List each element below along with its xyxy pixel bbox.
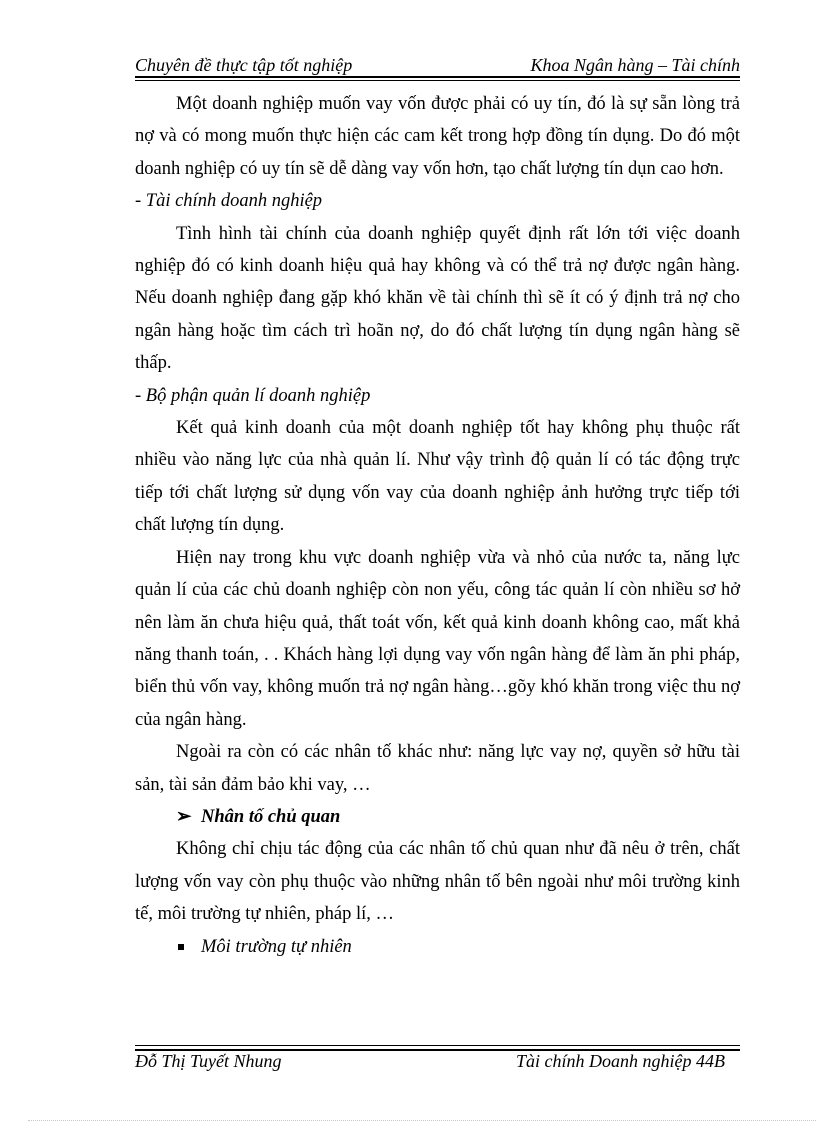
- arrow-bullet-icon: ➢: [176, 806, 192, 827]
- page-footer: [135, 1050, 725, 1072]
- header-right: Khoa Ngân hàng – Tài chính: [530, 55, 740, 75]
- paragraph-sme: Hiện nay trong khu vực doanh nghiệp vừa và nhỏ của nước ta, năng lực quản lí của các chủ doanh nghiệp còn non yếu, công tác quản lí còn nhiều sơ hở nên làm ăn chưa hiệu quả, thất toát vốn, kết quả kinh doanh không cao, mất khả năng thanh toán, . . Khách hàng lợi dụng vay vốn ngân hàng để làm ăn phi pháp, biển thủ vốn vay, không muốn trả nợ ngân hàng…gõy khó khăn trong việc thu nợ của ngân hàng.: [135, 547, 740, 730]
- subheading-management: - Bộ phận quản lí doanh nghiệp: [135, 385, 371, 406]
- subheading-finance: - Tài chính doanh nghiệp: [135, 191, 323, 212]
- square-bullet-icon: [178, 944, 184, 950]
- bullet-item: [135, 931, 740, 963]
- page-edge-divider: [28, 1120, 816, 1121]
- header-left: Chuyên đề thực tập tốt nghiệp: [135, 55, 353, 75]
- section-heading: [135, 801, 740, 833]
- paragraph-reputation: Một doanh nghiệp muốn vay vốn được phải có uy tín, đó là sự sẵn lòng trả nợ và có mong muốn thực hiện các cam kết trong hợp đồng tín dụng. Do đó một doanh nghiệp có uy tín sẽ dễ dàng vay vốn hơn, tạo chất lượng tín dụn cao hơn.: [135, 94, 740, 179]
- paragraph-finance: Tình hình tài chính của doanh nghiệp quyết định rất lớn tới việc doanh nghiệp đó có kinh doanh hiệu quả hay không và có thể trả nợ được ngân hàng. Nếu doanh nghiệp đang gặp khó khăn về tài chính thì sẽ ít có ý định trả nợ cho ngân hàng hoặc tìm cách trì hoãn nợ, do đó chất lượng tín dụng ngân hàng sẽ thấp.: [135, 223, 740, 374]
- footer-rule-thin: [135, 1045, 740, 1046]
- section-heading-text: Nhân tố chủ quan: [201, 806, 341, 827]
- header-rule-thick: [135, 76, 740, 78]
- paragraph-other-factors: Ngoài ra còn có các nhân tố khác như: năng lực vay nợ, quyền sở hữu tài sản, tài sản đảm bảo khi vay, …: [135, 742, 740, 795]
- footer-right: Tài chính Doanh nghiệp 44B: [516, 1051, 725, 1071]
- bullet-item-text: Môi trường tự nhiên: [201, 936, 352, 957]
- paragraph-external: Không chỉ chịu tác động của các nhân tố chủ quan như đã nêu ở trên, chất lượng vốn vay còn phụ thuộc vào những nhân tố bên ngoài như môi trường kinh tế, môi trường tự nhiên, pháp lí, …: [135, 839, 740, 925]
- paragraph-management: Kết quả kinh doanh của một doanh nghiệp tốt hay không phụ thuộc rất nhiều vào năng lực của nhà quản lí. Như vậy trình độ quản lí có tác động trực tiếp tới chất lượng sử dụng vốn vay của doanh nghiệp ảnh hưởng trực tiếp tới chất lượng tín dụng.: [135, 418, 740, 536]
- page-header: [135, 54, 740, 76]
- header-rule-thin: [135, 80, 740, 81]
- footer-left: Đỗ Thị Tuyết Nhung: [135, 1051, 282, 1071]
- document-body: [135, 88, 740, 963]
